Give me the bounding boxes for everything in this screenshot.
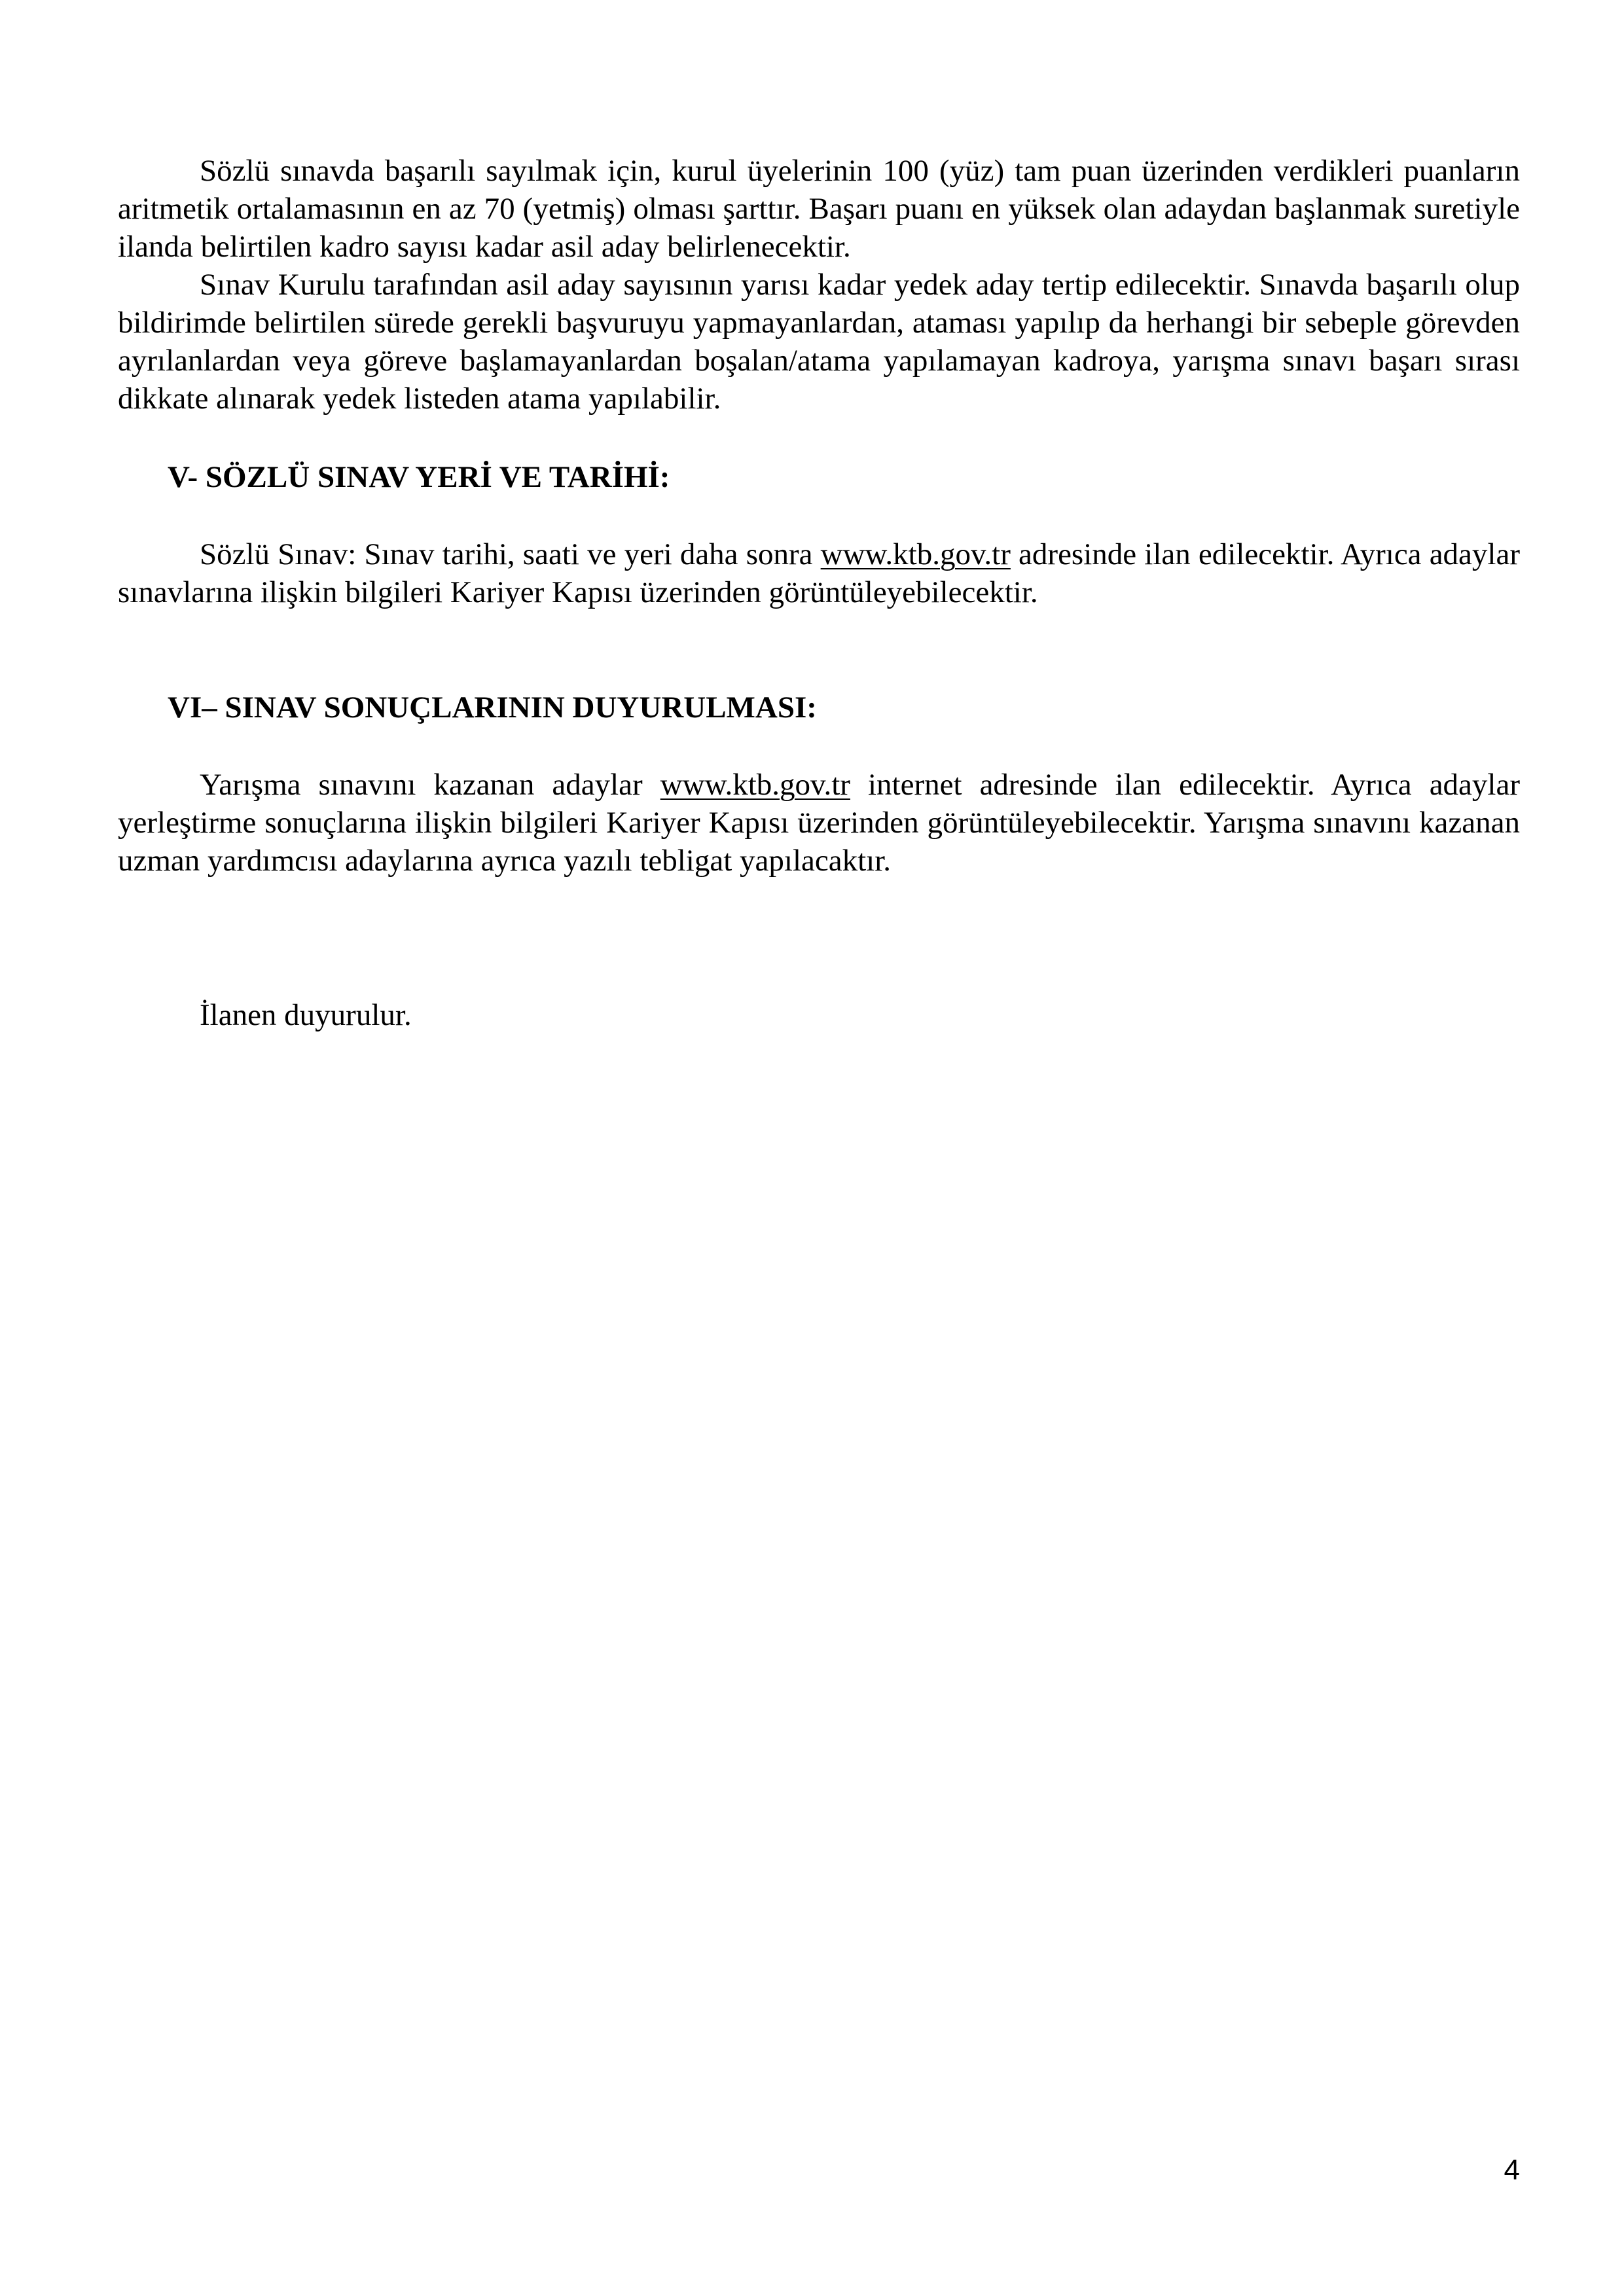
ktb-website-link[interactable]: www.ktb.gov.tr: [820, 537, 1011, 571]
paragraph-reserve-candidates: Sınav Kurulu tarafından asil aday sayısının yarısı kadar yedek aday tertip edilecektir. Sınavda başarılı olup bildirimde belirtilen sürede gerekli başvuruyu yapmayanlardan, ataması yapılıp da herhangi bir sebeple görevden ayrılanlardan veya göreve başlamayanlardan boşalan/atama yapılamayan kadroya, yarışma sınavı başarı sırası dikkate alınarak yedek listeden atama yapılabilir.: [118, 268, 1520, 416]
ktb-results-link[interactable]: www.ktb.gov.tr: [660, 768, 850, 802]
paragraph-oral-exam-success: Sözlü sınavda başarılı sayılmak için, kurul üyelerinin 100 (yüz) tam puan üzerinden verdikleri puanların aritmetik ortalamasının en az 70 (yetmiş) olması şarttır. Başarı puanı en yüksek olan adaydan başlanmak suretiyle ilanda belirtilen kadro sayısı kadar asil aday belirlenecektir.: [118, 154, 1520, 264]
section-vi-text-start: Yarışma sınavını kazanan adaylar: [200, 768, 660, 802]
closing-statement: İlanen duyurulur.: [200, 998, 412, 1032]
paragraph-oral-exam-place: [118, 535, 1520, 611]
section-v-heading: V- SÖZLÜ SINAV YERİ VE TARİHİ:: [168, 460, 670, 494]
section-v-text-end: adresinde ilan edilecektir. Ayrıca adaylar sınavlarına ilişkin bilgileri Kariyer Kapısı üzerinden görüntüleyebilecektir.: [118, 537, 1520, 609]
section-vi-heading: VI– SINAV SONUÇLARININ DUYURULMASI:: [168, 691, 817, 725]
section-v-text-start: Sözlü Sınav: Sınav tarihi, saati ve yeri daha sonra: [200, 537, 821, 571]
section-vi-text-end: internet adresinde ilan edilecektir. Ayrıca adaylar yerleştirme sonuçlarına ilişkin bilgileri Kariyer Kapısı üzerinden görüntüleyebilecektir. Yarışma sınavını kazanan uzman yardımcısı adaylarına ayrıca yazılı tebligat yapılacaktır.: [118, 768, 1520, 878]
paragraph-exam-results: [118, 766, 1520, 880]
page-number: 4: [1504, 2154, 1520, 2186]
document-body: [118, 152, 1520, 1034]
